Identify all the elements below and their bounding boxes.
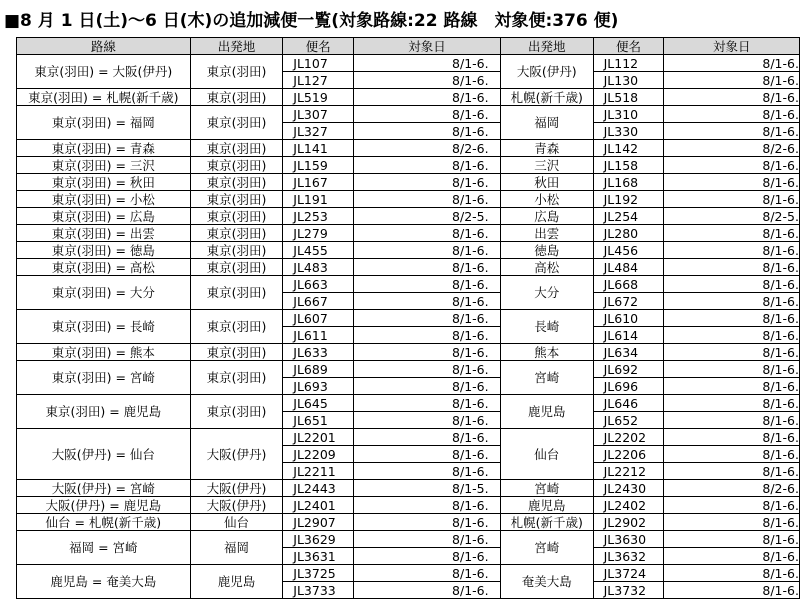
route-cell: 東京(羽田) = 徳島 xyxy=(17,242,191,259)
route-cell: 東京(羽田) = 秋田 xyxy=(17,174,191,191)
dates-outbound-cell: 8/1-6. xyxy=(354,293,501,310)
flight-return-cell: JL2206 xyxy=(593,446,664,463)
table-row xyxy=(17,89,800,106)
dates-return-cell: 8/1-6. xyxy=(664,191,800,208)
dates-return-cell: 8/1-6. xyxy=(664,565,800,582)
departure-return-cell: 札幌(新千歳) xyxy=(500,89,593,106)
header-dates-outbound: 対象日 xyxy=(354,38,501,55)
flight-outbound-cell: JL483 xyxy=(283,259,354,276)
departure-return-cell: 出雲 xyxy=(500,225,593,242)
header-route: 路線 xyxy=(17,38,191,55)
dates-outbound-cell: 8/2-5. xyxy=(354,208,501,225)
table-header-row xyxy=(17,38,800,55)
dates-outbound-cell: 8/1-6. xyxy=(354,174,501,191)
dates-outbound-cell: 8/1-6. xyxy=(354,412,501,429)
dates-outbound-cell: 8/1-6. xyxy=(354,497,501,514)
dates-outbound-cell: 8/1-6. xyxy=(354,463,501,480)
route-cell: 東京(羽田) = 熊本 xyxy=(17,344,191,361)
departure-return-cell: 宮崎 xyxy=(500,531,593,565)
flight-outbound-cell: JL693 xyxy=(283,378,354,395)
header-flight-return: 便名 xyxy=(593,38,664,55)
dates-return-cell: 8/1-6. xyxy=(664,259,800,276)
flight-return-cell: JL614 xyxy=(593,327,664,344)
departure-outbound-cell: 福岡 xyxy=(190,531,283,565)
flight-outbound-cell: JL3733 xyxy=(283,582,354,599)
route-cell: 東京(羽田) = 大阪(伊丹) xyxy=(17,55,191,89)
flight-return-cell: JL456 xyxy=(593,242,664,259)
table-row xyxy=(17,140,800,157)
route-cell: 東京(羽田) = 広島 xyxy=(17,208,191,225)
table-row xyxy=(17,497,800,514)
flight-outbound-cell: JL607 xyxy=(283,310,354,327)
table-row xyxy=(17,242,800,259)
dates-return-cell: 8/1-6. xyxy=(664,446,800,463)
table-row xyxy=(17,276,800,293)
flight-outbound-cell: JL107 xyxy=(283,55,354,72)
table-row xyxy=(17,344,800,361)
flight-outbound-cell: JL3629 xyxy=(283,531,354,548)
route-cell: 仙台 = 札幌(新千歳) xyxy=(17,514,191,531)
route-cell: 大阪(伊丹) = 鹿児島 xyxy=(17,497,191,514)
departure-return-cell: 熊本 xyxy=(500,344,593,361)
departure-return-cell: 三沢 xyxy=(500,157,593,174)
departure-outbound-cell: 東京(羽田) xyxy=(190,395,283,429)
route-cell: 大阪(伊丹) = 仙台 xyxy=(17,429,191,480)
table-row xyxy=(17,55,800,72)
table-row xyxy=(17,395,800,412)
dates-outbound-cell: 8/1-5. xyxy=(354,480,501,497)
flight-return-cell: JL652 xyxy=(593,412,664,429)
departure-outbound-cell: 東京(羽田) xyxy=(190,106,283,140)
departure-return-cell: 広島 xyxy=(500,208,593,225)
table-row xyxy=(17,191,800,208)
departure-return-cell: 長崎 xyxy=(500,310,593,344)
flight-outbound-cell: JL3631 xyxy=(283,548,354,565)
route-cell: 大阪(伊丹) = 宮崎 xyxy=(17,480,191,497)
dates-return-cell: 8/1-6. xyxy=(664,55,800,72)
route-cell: 東京(羽田) = 出雲 xyxy=(17,225,191,242)
dates-return-cell: 8/1-6. xyxy=(664,157,800,174)
dates-outbound-cell: 8/1-6. xyxy=(354,446,501,463)
departure-return-cell: 宮崎 xyxy=(500,361,593,395)
flight-outbound-cell: JL2201 xyxy=(283,429,354,446)
dates-outbound-cell: 8/1-6. xyxy=(354,242,501,259)
departure-return-cell: 徳島 xyxy=(500,242,593,259)
departure-outbound-cell: 東京(羽田) xyxy=(190,361,283,395)
table-row xyxy=(17,225,800,242)
route-cell: 東京(羽田) = 大分 xyxy=(17,276,191,310)
flight-outbound-cell: JL2443 xyxy=(283,480,354,497)
dates-return-cell: 8/1-6. xyxy=(664,225,800,242)
table-row xyxy=(17,429,800,446)
flight-return-cell: JL3732 xyxy=(593,582,664,599)
dates-outbound-cell: 8/1-6. xyxy=(354,276,501,293)
flight-return-cell: JL2202 xyxy=(593,429,664,446)
header-departure-return: 出発地 xyxy=(500,38,593,55)
route-cell: 東京(羽田) = 高松 xyxy=(17,259,191,276)
dates-return-cell: 8/1-6. xyxy=(664,514,800,531)
departure-outbound-cell: 東京(羽田) xyxy=(190,310,283,344)
flight-outbound-cell: JL611 xyxy=(283,327,354,344)
dates-outbound-cell: 8/1-6. xyxy=(354,55,501,72)
departure-outbound-cell: 東京(羽田) xyxy=(190,344,283,361)
flight-outbound-cell: JL663 xyxy=(283,276,354,293)
dates-return-cell: 8/1-6. xyxy=(664,344,800,361)
dates-outbound-cell: 8/1-6. xyxy=(354,395,501,412)
departure-outbound-cell: 東京(羽田) xyxy=(190,276,283,310)
dates-return-cell: 8/1-6. xyxy=(664,361,800,378)
table-row xyxy=(17,310,800,327)
departure-outbound-cell: 東京(羽田) xyxy=(190,191,283,208)
dates-return-cell: 8/1-6. xyxy=(664,582,800,599)
dates-outbound-cell: 8/1-6. xyxy=(354,310,501,327)
flight-outbound-cell: JL253 xyxy=(283,208,354,225)
flight-return-cell: JL330 xyxy=(593,123,664,140)
dates-return-cell: 8/1-6. xyxy=(664,395,800,412)
flight-return-cell: JL280 xyxy=(593,225,664,242)
flight-outbound-cell: JL633 xyxy=(283,344,354,361)
table-row xyxy=(17,259,800,276)
flight-outbound-cell: JL651 xyxy=(283,412,354,429)
table-row xyxy=(17,174,800,191)
departure-outbound-cell: 大阪(伊丹) xyxy=(190,480,283,497)
dates-return-cell: 8/1-6. xyxy=(664,378,800,395)
dates-outbound-cell: 8/1-6. xyxy=(354,548,501,565)
table-body xyxy=(17,55,800,599)
flight-outbound-cell: JL645 xyxy=(283,395,354,412)
dates-return-cell: 8/1-6. xyxy=(664,72,800,89)
dates-outbound-cell: 8/1-6. xyxy=(354,514,501,531)
dates-outbound-cell: 8/1-6. xyxy=(354,565,501,582)
departure-outbound-cell: 東京(羽田) xyxy=(190,242,283,259)
flight-return-cell: JL130 xyxy=(593,72,664,89)
dates-outbound-cell: 8/1-6. xyxy=(354,361,501,378)
dates-return-cell: 8/1-6. xyxy=(664,89,800,106)
departure-outbound-cell: 大阪(伊丹) xyxy=(190,497,283,514)
dates-outbound-cell: 8/1-6. xyxy=(354,72,501,89)
dates-outbound-cell: 8/1-6. xyxy=(354,191,501,208)
flight-outbound-cell: JL191 xyxy=(283,191,354,208)
flight-return-cell: JL310 xyxy=(593,106,664,123)
flight-return-cell: JL634 xyxy=(593,344,664,361)
flight-outbound-cell: JL167 xyxy=(283,174,354,191)
flight-return-cell: JL2902 xyxy=(593,514,664,531)
flight-return-cell: JL2212 xyxy=(593,463,664,480)
flight-return-cell: JL646 xyxy=(593,395,664,412)
departure-return-cell: 大阪(伊丹) xyxy=(500,55,593,89)
flight-return-cell: JL692 xyxy=(593,361,664,378)
departure-return-cell: 仙台 xyxy=(500,429,593,480)
dates-return-cell: 8/1-6. xyxy=(664,174,800,191)
departure-outbound-cell: 鹿児島 xyxy=(190,565,283,599)
flight-return-cell: JL3632 xyxy=(593,548,664,565)
flight-return-cell: JL668 xyxy=(593,276,664,293)
flight-outbound-cell: JL667 xyxy=(283,293,354,310)
departure-outbound-cell: 東京(羽田) xyxy=(190,174,283,191)
dates-return-cell: 8/1-6. xyxy=(664,242,800,259)
dates-outbound-cell: 8/1-6. xyxy=(354,157,501,174)
flight-return-cell: JL672 xyxy=(593,293,664,310)
departure-return-cell: 大分 xyxy=(500,276,593,310)
departure-outbound-cell: 東京(羽田) xyxy=(190,157,283,174)
dates-return-cell: 8/1-6. xyxy=(664,531,800,548)
flight-return-cell: JL2402 xyxy=(593,497,664,514)
dates-outbound-cell: 8/1-6. xyxy=(354,225,501,242)
flight-outbound-cell: JL279 xyxy=(283,225,354,242)
dates-outbound-cell: 8/1-6. xyxy=(354,429,501,446)
departure-return-cell: 青森 xyxy=(500,140,593,157)
flight-outbound-cell: JL519 xyxy=(283,89,354,106)
route-cell: 東京(羽田) = 三沢 xyxy=(17,157,191,174)
flight-outbound-cell: JL2907 xyxy=(283,514,354,531)
flight-return-cell: JL192 xyxy=(593,191,664,208)
flight-return-cell: JL2430 xyxy=(593,480,664,497)
flight-outbound-cell: JL455 xyxy=(283,242,354,259)
departure-outbound-cell: 東京(羽田) xyxy=(190,140,283,157)
dates-return-cell: 8/1-6. xyxy=(664,106,800,123)
table-row xyxy=(17,106,800,123)
departure-return-cell: 高松 xyxy=(500,259,593,276)
dates-return-cell: 8/1-6. xyxy=(664,310,800,327)
departure-outbound-cell: 東京(羽田) xyxy=(190,225,283,242)
route-cell: 福岡 = 宮崎 xyxy=(17,531,191,565)
flight-outbound-cell: JL307 xyxy=(283,106,354,123)
dates-return-cell: 8/1-6. xyxy=(664,276,800,293)
table-row xyxy=(17,565,800,582)
dates-return-cell: 8/1-6. xyxy=(664,123,800,140)
flight-return-cell: JL484 xyxy=(593,259,664,276)
header-dates-return: 対象日 xyxy=(664,38,800,55)
flight-reduction-table xyxy=(16,37,800,599)
route-cell: 東京(羽田) = 札幌(新千歳) xyxy=(17,89,191,106)
route-cell: 東京(羽田) = 福岡 xyxy=(17,106,191,140)
flight-return-cell: JL3630 xyxy=(593,531,664,548)
departure-return-cell: 鹿児島 xyxy=(500,395,593,429)
flight-return-cell: JL3724 xyxy=(593,565,664,582)
table-row xyxy=(17,208,800,225)
flight-return-cell: JL610 xyxy=(593,310,664,327)
flight-outbound-cell: JL689 xyxy=(283,361,354,378)
departure-outbound-cell: 東京(羽田) xyxy=(190,259,283,276)
flight-return-cell: JL158 xyxy=(593,157,664,174)
route-cell: 鹿児島 = 奄美大島 xyxy=(17,565,191,599)
flight-return-cell: JL112 xyxy=(593,55,664,72)
flight-outbound-cell: JL127 xyxy=(283,72,354,89)
departure-return-cell: 小松 xyxy=(500,191,593,208)
route-cell: 東京(羽田) = 小松 xyxy=(17,191,191,208)
departure-return-cell: 鹿児島 xyxy=(500,497,593,514)
dates-outbound-cell: 8/1-6. xyxy=(354,89,501,106)
route-cell: 東京(羽田) = 長崎 xyxy=(17,310,191,344)
flight-outbound-cell: JL159 xyxy=(283,157,354,174)
departure-outbound-cell: 仙台 xyxy=(190,514,283,531)
dates-outbound-cell: 8/1-6. xyxy=(354,106,501,123)
departure-return-cell: 福岡 xyxy=(500,106,593,140)
flight-outbound-cell: JL2209 xyxy=(283,446,354,463)
dates-outbound-cell: 8/1-6. xyxy=(354,327,501,344)
departure-outbound-cell: 東京(羽田) xyxy=(190,89,283,106)
flight-return-cell: JL142 xyxy=(593,140,664,157)
dates-return-cell: 8/2-6. xyxy=(664,140,800,157)
header-departure-outbound: 出発地 xyxy=(190,38,283,55)
flight-return-cell: JL518 xyxy=(593,89,664,106)
departure-outbound-cell: 東京(羽田) xyxy=(190,55,283,89)
flight-return-cell: JL168 xyxy=(593,174,664,191)
departure-outbound-cell: 大阪(伊丹) xyxy=(190,429,283,480)
route-cell: 東京(羽田) = 宮崎 xyxy=(17,361,191,395)
departure-return-cell: 秋田 xyxy=(500,174,593,191)
departure-return-cell: 札幌(新千歳) xyxy=(500,514,593,531)
dates-return-cell: 8/1-6. xyxy=(664,293,800,310)
table-row xyxy=(17,514,800,531)
header-flight-outbound: 便名 xyxy=(283,38,354,55)
dates-return-cell: 8/1-6. xyxy=(664,548,800,565)
dates-outbound-cell: 8/1-6. xyxy=(354,123,501,140)
dates-outbound-cell: 8/1-6. xyxy=(354,531,501,548)
table-row xyxy=(17,157,800,174)
departure-outbound-cell: 東京(羽田) xyxy=(190,208,283,225)
dates-outbound-cell: 8/2-6. xyxy=(354,140,501,157)
dates-return-cell: 8/1-6. xyxy=(664,463,800,480)
dates-return-cell: 8/2-5. xyxy=(664,208,800,225)
flight-outbound-cell: JL141 xyxy=(283,140,354,157)
flight-outbound-cell: JL2211 xyxy=(283,463,354,480)
dates-outbound-cell: 8/1-6. xyxy=(354,582,501,599)
dates-outbound-cell: 8/1-6. xyxy=(354,259,501,276)
dates-outbound-cell: 8/1-6. xyxy=(354,344,501,361)
flight-outbound-cell: JL3725 xyxy=(283,565,354,582)
flight-outbound-cell: JL2401 xyxy=(283,497,354,514)
dates-return-cell: 8/1-6. xyxy=(664,497,800,514)
route-cell: 東京(羽田) = 青森 xyxy=(17,140,191,157)
route-cell: 東京(羽田) = 鹿児島 xyxy=(17,395,191,429)
flight-return-cell: JL696 xyxy=(593,378,664,395)
page-title: ■8 月 1 日(土)〜6 日(木)の追加減便一覧(対象路線:22 路線 対象便:376 便) xyxy=(4,11,619,31)
table-row xyxy=(17,361,800,378)
dates-return-cell: 8/1-6. xyxy=(664,327,800,344)
flight-outbound-cell: JL327 xyxy=(283,123,354,140)
dates-outbound-cell: 8/1-6. xyxy=(354,378,501,395)
dates-return-cell: 8/1-6. xyxy=(664,429,800,446)
departure-return-cell: 宮崎 xyxy=(500,480,593,497)
table-row xyxy=(17,480,800,497)
table-row xyxy=(17,531,800,548)
departure-return-cell: 奄美大島 xyxy=(500,565,593,599)
dates-return-cell: 8/2-6. xyxy=(664,480,800,497)
flight-return-cell: JL254 xyxy=(593,208,664,225)
dates-return-cell: 8/1-6. xyxy=(664,412,800,429)
